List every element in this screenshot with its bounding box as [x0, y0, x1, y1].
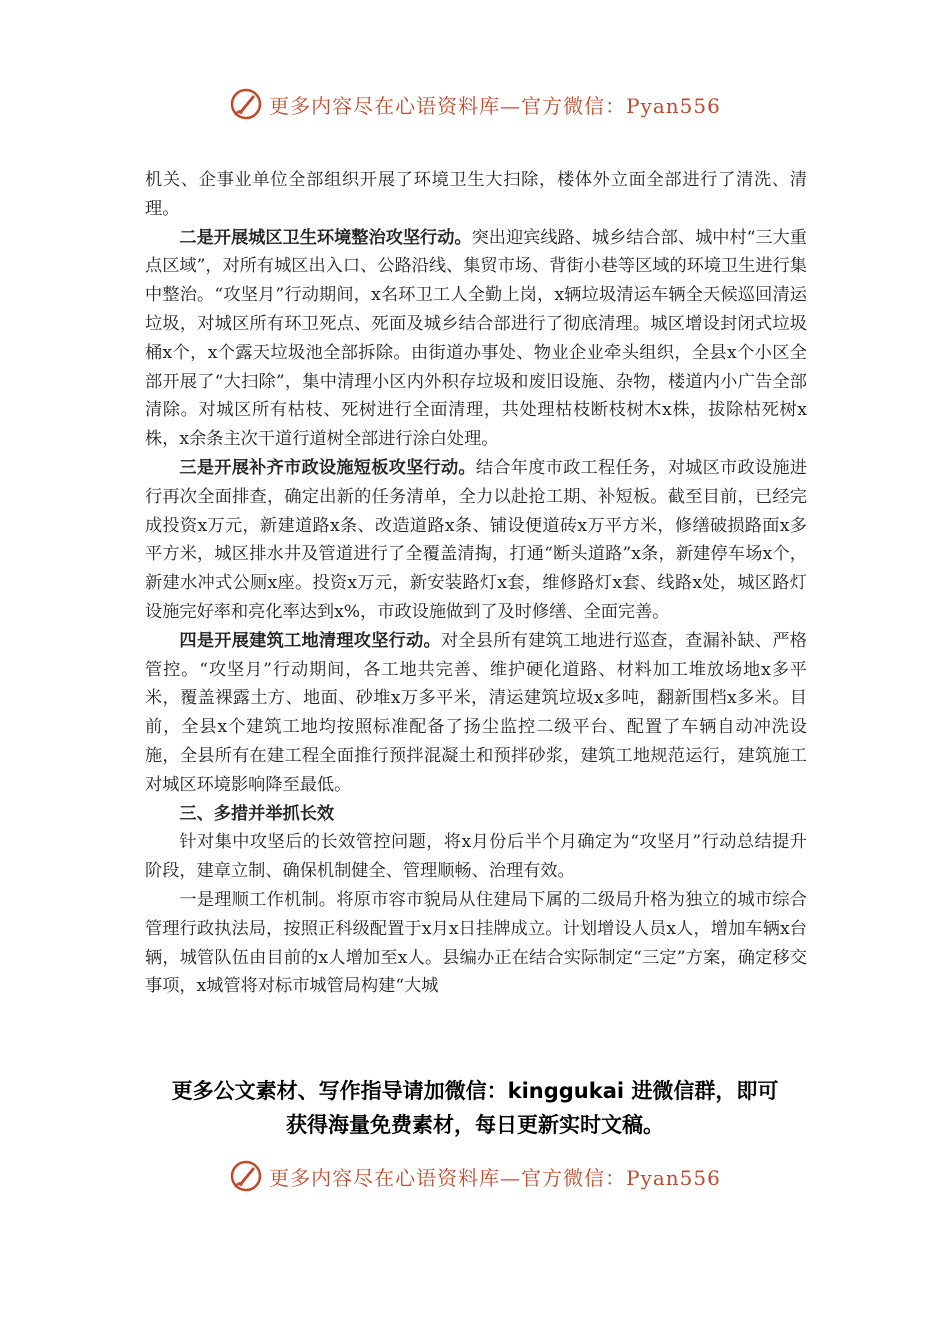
quill-logo-icon — [229, 1159, 263, 1193]
promo-line-1: 更多公文素材、写作指导请加微信：kinggukai 进微信群，即可 — [171, 1079, 779, 1103]
promo-line-2: 获得海量免费素材，每日更新实时文稿。 — [286, 1113, 664, 1137]
paragraph-1: 机关、企事业单位全部组织开展了环境卫生大扫除，楼体外立面全部进行了清洗、清理。 — [145, 170, 807, 219]
promo-text — [0, 1074, 950, 1142]
wechat-id: Pyan556 — [626, 1165, 721, 1190]
paragraph-lead: 三是开展补齐市政设施短板攻坚行动。 — [179, 457, 476, 478]
paragraph-lead: 四是开展建筑工地清理攻坚行动。 — [179, 630, 441, 651]
paragraph-5: 针对集中攻坚后的长效管控问题，将x月份后半个月确定为“攻坚月”行动总结提升阶段，建章立制、确保机制健全、管理顺畅、治理有效。 — [145, 832, 807, 882]
banner-text: 更多内容尽在心语资料库—官方微信：Pyan556 — [269, 93, 721, 118]
paragraph-4: 四是开展建筑工地清理攻坚行动。对全县所有建筑工地进行巡查，查漏补缺、严格管控。“攻坚月”行动期间，各工地共完善、维护硬化道路、材料加工堆放场地x多平米，覆盖裸露土方、地面、砂堆x万多平米，清运建筑垃圾x多吨，翻新围档x多米。目前，全县x个建筑工地均按照标准配备了扬尘监控二级平台、配置了车辆自动冲洗设施，全县所有在建工程全面推行预拌混凝土和预拌砂浆，建筑工地规范运行，建筑施工对城区环境影响降至最低。 — [145, 630, 807, 795]
document-body — [145, 166, 807, 1001]
paragraph-lead: 二是开展城区卫生环境整治攻坚行动。 — [179, 227, 472, 248]
paragraph-6: 一是理顺工作机制。将原市容市貌局从住建局下属的二级局升格为独立的城市综合管理行政执法局，按照正科级配置于x月x日挂牌成立。计划增设人员x人，增加车辆x台辆，城管队伍由目前的x人增加至x人。县编办正在结合实际制定“三定”方案，确定移交事项，x城管将对标市城管局构建“大城 — [145, 889, 807, 997]
quill-logo-icon — [229, 87, 263, 121]
header-banner — [0, 84, 950, 124]
footer-banner — [0, 1156, 950, 1196]
section-heading: 三、多措并举抓长效 — [179, 803, 335, 824]
paragraph-3: 三是开展补齐市政设施短板攻坚行动。结合年度市政工程任务，对城区市政设施进行再次全面排查，确定出新的任务清单，全力以赴抢工期、补短板。截至目前，已经完成投资x万元，新建道路x条、改造道路x条、铺设便道砖x万平方米，修缮破损路面x多平方米，城区排水井及管道进行了全覆盖清掏，打通“断头道路”x条，新建停车场x个，新建水冲式公厕x座。投资x万元，新安装路灯x套，维修路灯x套、线路x处，城区路灯设施完好率和亮化率达到x%，市政设施做到了及时修缮、全面完善。 — [145, 457, 807, 622]
paragraph-2: 二是开展城区卫生环境整治攻坚行动。突出迎宾线路、城乡结合部、城中村“三大重点区域”，对所有城区出入口、公路沿线、集贸市场、背街小巷等区域的环境卫生进行集中整治。“攻坚月”行动期间，x名环卫工人全勤上岗，x辆垃圾清运车辆全天候巡回清运垃圾，对城区所有环卫死点、死面及城乡结合部进行了彻底清理。城区增设封闭式垃圾桶x个，x个露天垃圾池全部拆除。由街道办事处、物业企业牵头组织，全县x个小区全部开展了“大扫除”，集中清理小区内外积存垃圾和废旧设施、杂物，楼道内小广告全部清除。对城区所有枯枝、死树进行全面清理，共处理枯枝断枝树木x株，拔除枯死树x株，x余条主次干道行道树全部进行涂白处理。 — [145, 227, 807, 450]
banner-text: 更多内容尽在心语资料库—官方微信：Pyan556 — [269, 1165, 721, 1190]
wechat-id: Pyan556 — [626, 93, 721, 118]
